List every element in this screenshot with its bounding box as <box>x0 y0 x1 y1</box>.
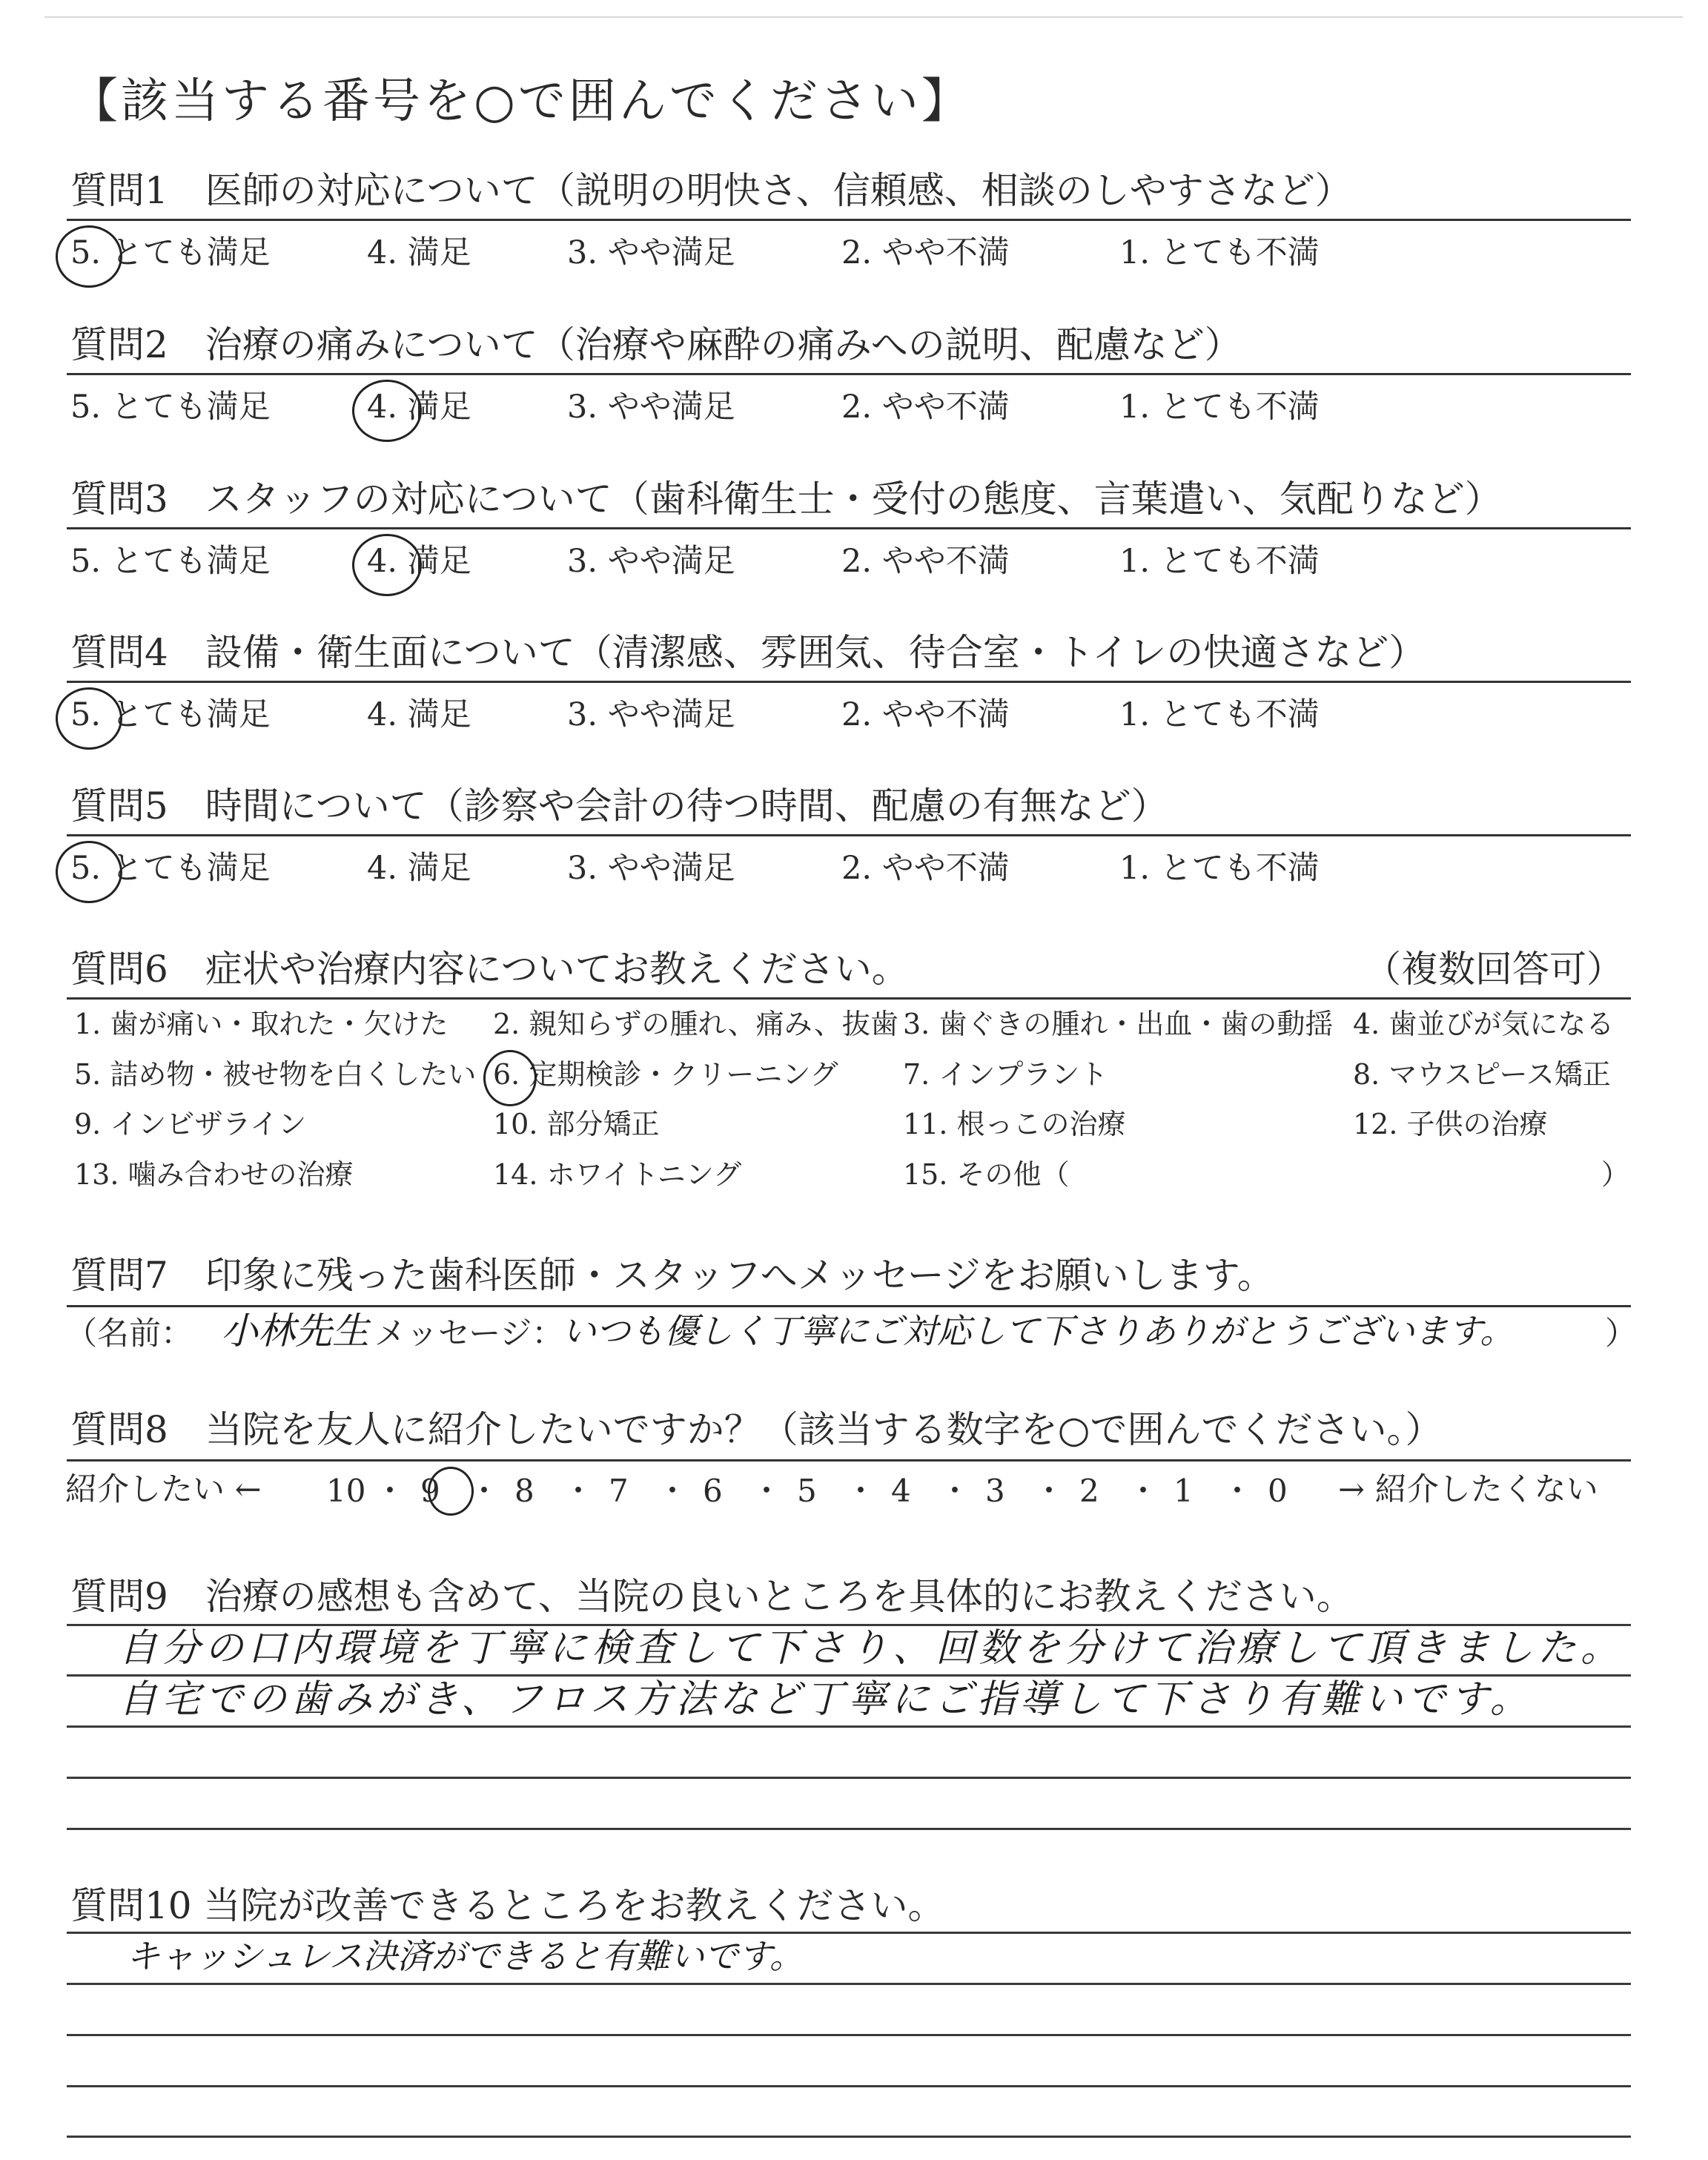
q1-option-2: 2. やや不満 <box>841 234 1010 271</box>
q10-line-4 <box>67 2085 1631 2087</box>
q5-option-4: 4. 満足 <box>367 850 471 887</box>
q8-scale-4: 4 <box>891 1473 911 1509</box>
q7-message-value: いつも優しく丁寧にご対応して下さりありがとうございます。 <box>562 1311 1515 1351</box>
q8-separator: ・ <box>751 1473 783 1509</box>
q2-option-3: 3. やや満足 <box>567 389 735 426</box>
q3-option-4: 4. 満足 <box>367 543 471 580</box>
q8-scale-7: 7 <box>609 1473 629 1509</box>
q8-separator: ・ <box>1222 1473 1254 1509</box>
q4-option-2: 2. やや不満 <box>841 696 1010 733</box>
q3-option-2: 2. やや不満 <box>841 543 1010 580</box>
q6-option-5: 5. 詰め物・被せ物を白くしたい <box>74 1058 477 1091</box>
q2-selected-circle <box>352 380 422 442</box>
q5-rule <box>67 834 1631 836</box>
q10-line-5 <box>67 2136 1631 2138</box>
q6-option-11: 11. 根っこの治療 <box>903 1108 1126 1140</box>
q10-line-3 <box>67 2034 1631 2036</box>
q3-option-3: 3. やや満足 <box>567 543 735 580</box>
q9-line-3 <box>67 1725 1631 1728</box>
q4-option-1: 1. とても不満 <box>1119 696 1320 733</box>
q7-close: ） <box>1605 1315 1637 1353</box>
q8-scale-8: 8 <box>514 1473 534 1509</box>
q3-option-5: 5. とても満足 <box>70 543 271 580</box>
q2-rule <box>67 373 1631 375</box>
q5-option-3: 3. やや満足 <box>567 850 735 887</box>
q8-scale-1: 1 <box>1174 1473 1194 1509</box>
q8-separator: ・ <box>845 1473 877 1509</box>
q8-separator: ・ <box>939 1473 971 1509</box>
q2-option-2: 2. やや不満 <box>841 389 1010 426</box>
q1-option-1: 1. とても不満 <box>1119 234 1320 271</box>
q8-selected-circle <box>428 1467 474 1516</box>
q3-rule <box>67 527 1631 529</box>
q5-title: 質問5 時間について（診察や会計の待つ時間、配慮の有無など） <box>70 785 1168 828</box>
q8-scale-3: 3 <box>985 1473 1005 1509</box>
q8-rule <box>67 1459 1631 1462</box>
q9-answer-line-1: 自分の口内環境を丁寧に検査して下さり、回数を分けて治療して頂きました。 <box>119 1626 1624 1671</box>
q4-rule <box>67 681 1631 683</box>
q5-option-1: 1. とても不満 <box>1119 850 1320 887</box>
q6-selected-circle <box>483 1050 537 1106</box>
q1-option-4: 4. 満足 <box>367 234 471 271</box>
q9-line-4 <box>67 1777 1631 1779</box>
q6-option-2: 2. 親知らずの腫れ、痛み、抜歯 <box>493 1008 898 1040</box>
q6-option-9: 9. インビザライン <box>74 1108 307 1140</box>
q4-option-5: 5. とても満足 <box>70 696 271 733</box>
q8-separator: ・ <box>374 1473 406 1509</box>
q9-title: 質問9 治療の感想も含めて、当院の良いところを具体的にお教えください。 <box>70 1575 1354 1618</box>
q3-title: 質問3 スタッフの対応について（歯科衛生士・受付の態度、言葉遣い、気配りなど） <box>70 478 1502 521</box>
q10-line-2 <box>67 1983 1631 1985</box>
q4-title: 質問4 設備・衛生面について（清潔感、雰囲気、待合室・トイレの快適さなど） <box>70 631 1426 674</box>
q1-option-3: 3. やや満足 <box>567 234 735 271</box>
q6-option-8: 8. マウスピース矯正 <box>1353 1058 1611 1091</box>
q7-name-value: 小林先生 <box>221 1309 369 1353</box>
q2-option-5: 5. とても満足 <box>70 389 271 426</box>
q6-rule <box>67 997 1631 1000</box>
q8-scale-0: 0 <box>1268 1473 1288 1509</box>
q2-option-1: 1. とても不満 <box>1119 389 1320 426</box>
q7-rule <box>67 1305 1631 1307</box>
q8-scale-10: 10 <box>326 1473 366 1509</box>
q6-note: （複数回答可） <box>1364 948 1623 991</box>
q8-title: 質問8 当院を友人に紹介したいですか？（該当する数字を○で囲んでください。） <box>70 1408 1443 1451</box>
q6-option-15: 15. その他（ <box>903 1158 1070 1191</box>
q1-rule <box>67 219 1631 221</box>
q5-option-2: 2. やや不満 <box>841 850 1010 887</box>
q8-separator: ・ <box>657 1473 689 1509</box>
q6-option-3: 3. 歯ぐきの腫れ・出血・歯の動揺 <box>903 1008 1334 1040</box>
q6-option-13: 13. 噛み合わせの治療 <box>74 1158 354 1191</box>
q6-option-7: 7. インプラント <box>903 1058 1108 1091</box>
q8-separator: ・ <box>1128 1473 1159 1509</box>
q4-option-3: 3. やや満足 <box>567 696 735 733</box>
q10-answer-line-1: キャッシュレス決済ができると有難いです。 <box>126 1936 804 1976</box>
q1-selected-circle <box>56 225 122 288</box>
q8-scale-9: 9 <box>420 1473 440 1509</box>
q8-separator: ・ <box>469 1473 500 1509</box>
q6-option-16: ） <box>1601 1158 1630 1191</box>
q6-option-12: 12. 子供の治療 <box>1353 1108 1548 1140</box>
q4-selected-circle <box>56 687 122 750</box>
q6-option-14: 14. ホワイトニング <box>493 1158 742 1191</box>
q6-option-6: 6. 定期検診・クリーニング <box>493 1058 838 1091</box>
top-edge-line <box>44 16 1683 18</box>
q7-title: 質問7 印象に残った歯科医師・スタッフへメッセージをお願いします。 <box>70 1254 1274 1297</box>
q8-separator: ・ <box>563 1473 595 1509</box>
q8-scale-5: 5 <box>797 1473 817 1509</box>
q8-separator: ・ <box>1033 1473 1065 1509</box>
q5-option-5: 5. とても満足 <box>70 850 271 887</box>
q9-answer-line-2: 自宅での歯みがき、フロス方法など丁寧にご指導して下さり有難いです。 <box>119 1677 1533 1722</box>
q9-line-2 <box>67 1674 1631 1677</box>
q7-message-label: メッセージ： <box>374 1315 564 1353</box>
q10-line-1 <box>67 1932 1631 1934</box>
q8-scale-6: 6 <box>703 1473 723 1509</box>
q8-scale-2: 2 <box>1079 1473 1099 1509</box>
form-header: 【該当する番号を○で囲んでください】 <box>70 74 972 129</box>
q7-name-label: （名前： <box>65 1315 193 1353</box>
q3-selected-circle <box>352 534 422 596</box>
q6-option-4: 4. 歯並びが気になる <box>1353 1008 1615 1040</box>
q6-option-1: 1. 歯が痛い・取れた・欠けた <box>74 1008 448 1040</box>
q1-title: 質問1 医師の対応について（説明の明快さ、信頼感、相談のしやすさなど） <box>70 169 1352 212</box>
q2-option-4: 4. 満足 <box>367 389 471 426</box>
q9-line-5 <box>67 1828 1631 1830</box>
q6-title: 質問6 症状や治療内容についてお教えください。 <box>70 948 909 991</box>
q2-title: 質問2 治療の痛みについて（治療や麻酔の痛みへの説明、配慮など） <box>70 323 1242 366</box>
q4-option-4: 4. 満足 <box>367 696 471 733</box>
q10-title: 質問10 当院が改善できるところをお教えください。 <box>70 1884 945 1927</box>
q8-left-label: 紹介したい ← <box>65 1471 262 1508</box>
q6-option-10: 10. 部分矯正 <box>493 1108 660 1140</box>
q8-right-label: → 紹介したくない <box>1338 1471 1598 1508</box>
q3-option-1: 1. とても不満 <box>1119 543 1320 580</box>
q1-option-5: 5. とても満足 <box>70 234 271 271</box>
q5-selected-circle <box>56 841 122 903</box>
